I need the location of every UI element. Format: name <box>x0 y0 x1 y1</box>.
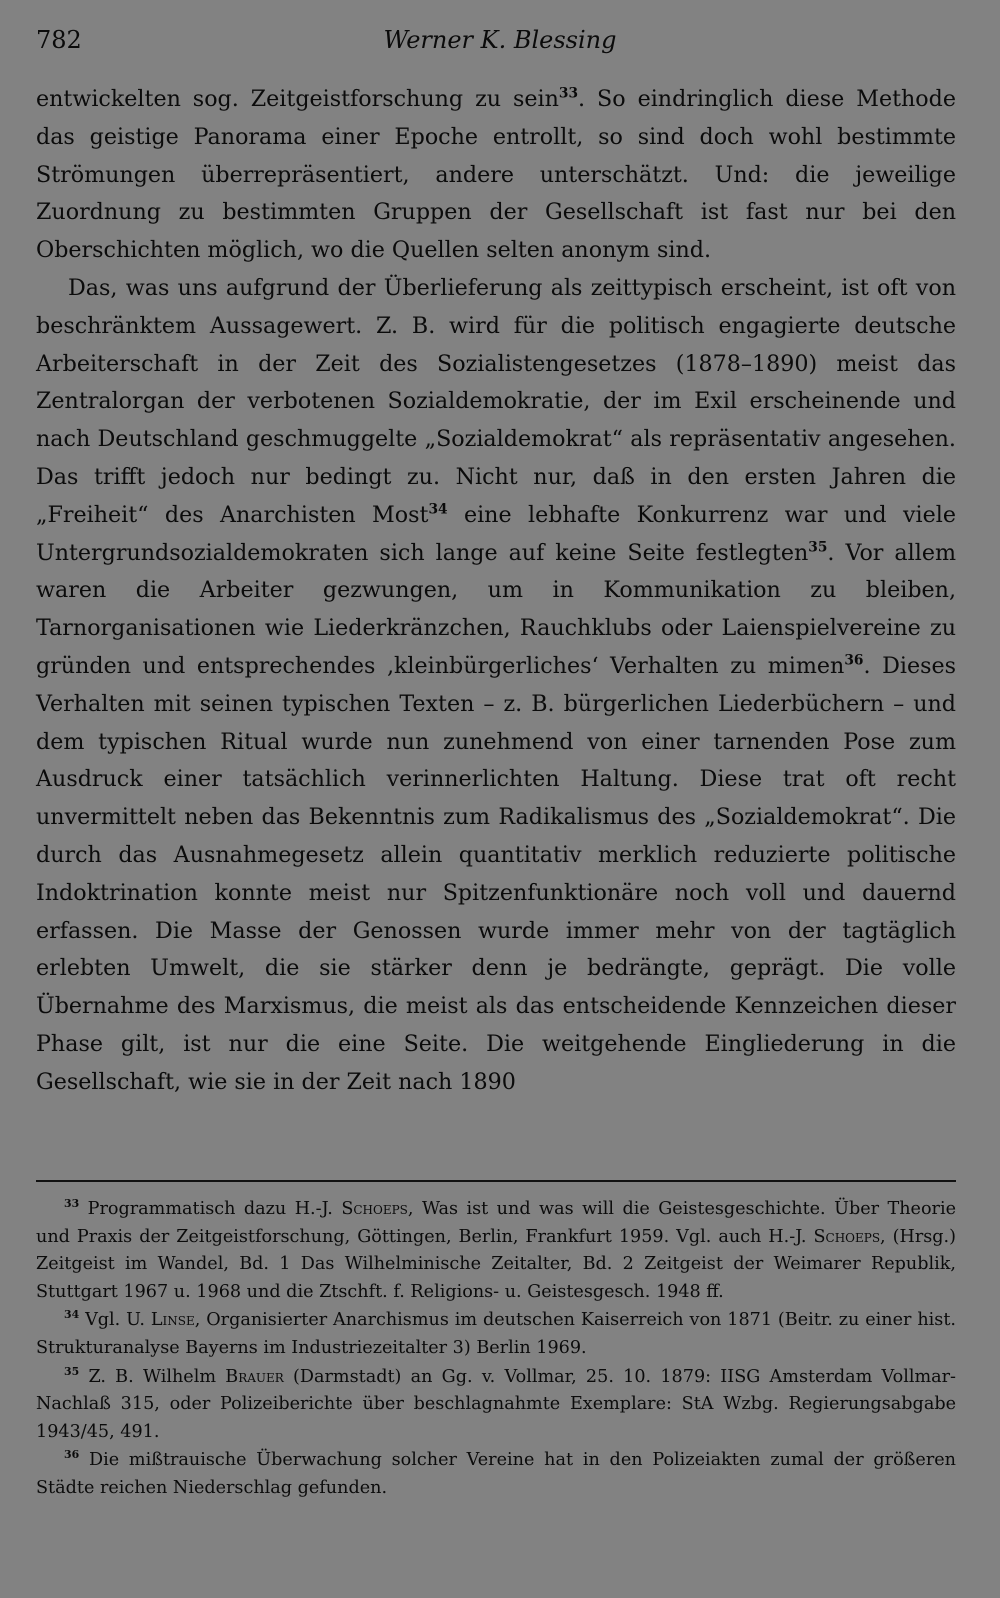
author-name: Linse <box>150 1310 195 1331</box>
paragraph <box>36 81 956 270</box>
text-run: entwickelten sog. Zeitgeistforschung zu sein <box>36 86 559 112</box>
footnote-number: 36 <box>64 1448 80 1462</box>
text-run: Z. B. Wilhelm <box>88 1366 226 1387</box>
footnote-reference: 34 <box>428 501 448 518</box>
footnote-number: 34 <box>64 1308 80 1322</box>
footnote-reference: 35 <box>808 539 828 556</box>
text-run: eine lebhafte Konkurrenz war und viele Untergrundsozialdemokraten sich lange auf keine Seite festlegten <box>36 501 957 566</box>
text-run: . Dieses Verhalten mit seinen typischen Texten – z. B. bürgerlichen Liederbüchern – und dem typischen Ritual wurde nun zunehmend von einer tarnenden Pose zum Ausdruck einer tatsächlich verinnerlichten Haltung. Diese trat oft recht unvermittelt neben das Bekenntnis zum Radikalismus des „Sozialdemokrat“. Die durch das Ausnahmegesetz allein quantitativ merklich reduzierte politische Indoktrination konnte meist nur Spitzenfunktionäre noch voll und dauernd erfassen. Die Masse der Genossen wurde immer mehr von der tagtäglich erlebten Umwelt, die sie stärker denn je bedrängte, geprägt. Die volle Übernahme des Marxismus, die meist als das entscheidende Kennzeichen dieser Phase gilt, ist nur die eine Seite. Die weitgehende Eingliederung in die Gesellschaft, wie sie in der Zeit nach 1890 <box>36 652 956 1095</box>
footnotes <box>36 1196 956 1503</box>
footnote <box>36 1307 956 1362</box>
main-text <box>36 81 956 1102</box>
footnote-divider <box>36 1180 956 1182</box>
footnote-number: 35 <box>64 1364 80 1378</box>
text-run: , Was ist und was will die Geistesgeschichte. Über Theorie und Praxis der Zeitgeistforschung, Göttingen, Berlin, Frankfurt 1959. Vgl. auch H.-J. <box>36 1199 957 1247</box>
text-run: Programmatisch dazu H.-J. <box>87 1199 342 1219</box>
author-name: Schoeps <box>813 1226 881 1247</box>
text-run: . Vor allem waren die Arbeiter gezwungen, um in Kommunikation zu bleiben, Tarnorganisationen wie Liederkränzchen, Rauchklubs oder Laienspielvereine zu gründen und entsprechendes ‚kleinbürgerliches‘ Verhalten zu mimen <box>36 539 956 679</box>
text-run: Das, was uns aufgrund der Überlieferung als zeittypisch erscheint, ist oft von beschränktem Aussagewert. Z. B. wird für die politisch engagierte deutsche Arbeiterschaft in der Zeit des Sozialistengesetzes (1878–1890) meist das Zentralorgan der verbotenen Sozialdemokratie, der im Exil erscheinende und nach Deutschland geschmuggelte „Sozialdemokrat“ als repräsentativ angesehen. Das trifft jedoch nur bedingt zu. Nicht nur, daß in den ersten Jahren die „Freiheit“ des Anarchisten Most <box>36 274 956 528</box>
paragraph <box>36 270 956 1102</box>
footnote-reference: 36 <box>844 652 864 669</box>
text-run: Vgl. U. <box>85 1310 151 1331</box>
footnote <box>36 1364 956 1447</box>
footnote <box>36 1196 956 1306</box>
text-run: , Organisierter Anarchismus im deutschen Kaiserreich von 1871 (Beitr. zu einer hist. Strukturanalyse Bayerns im Industriezeitalter 3) Berlin 1969. <box>36 1310 957 1358</box>
author-name: Schoeps <box>341 1199 408 1219</box>
footnote-number: 33 <box>64 1197 80 1211</box>
author-name: Brauer <box>225 1366 284 1387</box>
page-number: 782 <box>36 26 82 54</box>
text-run: Die mißtrauische Überwachung solcher Vereine hat in den Polizeiakten zumal der größeren Städte reichen Niederschlag gefunden. <box>36 1450 956 1498</box>
footnote-reference: 33 <box>558 85 579 102</box>
footnote <box>36 1447 956 1502</box>
running-head: Werner K. Blessing <box>383 26 617 54</box>
page-header <box>36 22 964 62</box>
text-run: , (Hrsg.) Zeitgeist im Wandel, Bd. 1 Das Wilhelminische Zeitalter, Bd. 2 Zeitgeist der Weimarer Republik, Stuttgart 1967 u. 1968 und die Ztschft. f. Religions- u. Geistesgesch. 1948 ff. <box>36 1226 956 1302</box>
text-run: (Darmstadt) an Gg. v. Vollmar, 25. 10. 1879: IISG Amsterdam Vollmar-Nachlaß 315, oder Polizeiberichte über beschlagnahmte Exemplare: StA Wzbg. Regierungsabgabe 1943/45, 491. <box>36 1366 957 1442</box>
text-run: . So eindringlich diese Methode das geistige Panorama einer Epoche entrollt, so sind doch wohl bestimmte Strömungen überrepräsentiert, andere unterschätzt. Und: die jeweilige Zuordnung zu bestimmten Gruppen der Gesellschaft ist fast nur bei den Oberschichten möglich, wo die Quellen selten anonym sind. <box>36 86 956 264</box>
